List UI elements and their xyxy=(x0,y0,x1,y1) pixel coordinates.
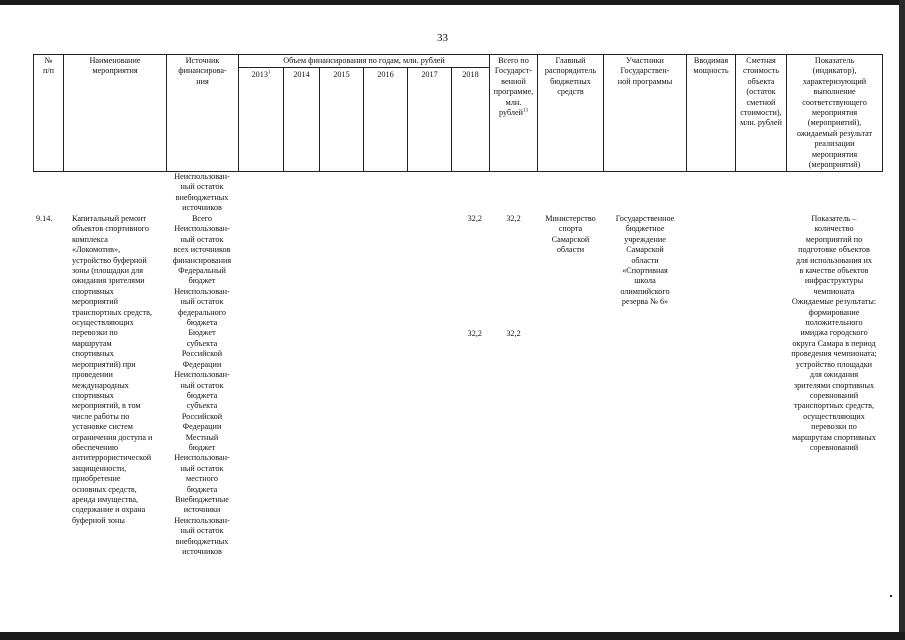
scan-bottom-border xyxy=(0,632,905,640)
carry-over-source: Неиспользован- ный остаток внебюджетных источников xyxy=(174,172,230,213)
scan-top-border xyxy=(0,0,905,5)
row-number: 9.14. xyxy=(36,214,53,223)
header-volume: Объем финансирования по годам, млн. рублей xyxy=(283,56,445,65)
header-name: Наименование мероприятия xyxy=(89,56,141,76)
header-year-2018: 2018 xyxy=(462,70,479,79)
row-participants: Государственное бюджетное учреждение Самарской области «Спортивная школа олимпийского резерва № 6» xyxy=(615,214,675,307)
scan-speck xyxy=(890,595,892,597)
header-participants: Участники Государствен- ной программы xyxy=(617,56,673,86)
row-program-total: 32,2 xyxy=(506,214,521,223)
header-year-2017: 2017 xyxy=(421,70,438,79)
header-source: Источник финансирова- ния xyxy=(178,56,227,86)
header-year-2015: 2015 xyxy=(333,70,350,79)
header-indicator: Показатель (индикатор), характеризующий выполнение соответствующего мероприятия (мероприятий), ожидаемый результат реализации мероприятия (мероприятий) xyxy=(796,56,873,170)
header-capacity: Вводимая мощность xyxy=(693,56,729,76)
scan-right-border xyxy=(899,0,905,640)
header-number: № п/п xyxy=(42,56,55,76)
row-funding-sources: Всего Неиспользован- ный остаток всех источников финансирования Федеральный бюджет Неиспользован- ный остаток федерального бюджета Бюджет субъекта Российской Федерации Неиспользован- ный остаток бюджета субъекта Российской Федерации Местный бюджет Неиспользован- ный остаток местного бюджета Внебюджетные источники Неиспользован- ный остаток внебюджетных источников xyxy=(172,214,232,556)
row-indicator: Показатель – количество мероприятий по подготовке объектов для использования их в качестве объектов инфраструктуры чемпионата Ожидаемые результаты: формирование положительного имиджа городского округа Самара в период проведения чемпионата; устройство площадки для ожидания зрителями спортивных соревнований транспортных средств, осуществляющих перевозки по маршрутам спортивных соревнований xyxy=(791,214,877,452)
header-year-2014: 2014 xyxy=(293,70,310,79)
row-program-regional: 32,2 xyxy=(506,329,521,338)
row-2018-regional: 32,2 xyxy=(467,329,482,338)
row-2018-total: 32,2 xyxy=(467,214,482,223)
header-estimate: Сметная стоимость объекта (остаток сметной стоимости), млн. рублей xyxy=(740,56,782,128)
header-year-2013: 2013$^1$ xyxy=(251,70,271,79)
header-total: Всего по Государст- венной программе, млн. рублей$^{13}$ xyxy=(493,56,534,118)
header-manager: Главный распорядитель бюджетных средств xyxy=(544,56,597,97)
row-budget-manager: Министерство спорта Самарской области xyxy=(545,214,596,255)
row-measure-name: Капитальный ремонт объектов спортивного комплекса «Локомотив», устройство буферной зоны (площадки для ожидания зрителями спортивных мероприятий транспортных средств, осуществляющих перевозки по маршрутам спортивных мероприятий) при проведении международных спортивных мероприятий, в том числе работы по установке систем ограничения доступа и обеспечению антитеррористической защищенности, приобретение основных средств, аренда имущества, содержание и охрана буферной зоны xyxy=(72,214,153,525)
header-year-2016: 2016 xyxy=(377,70,394,79)
page-number: 33 xyxy=(437,32,448,44)
